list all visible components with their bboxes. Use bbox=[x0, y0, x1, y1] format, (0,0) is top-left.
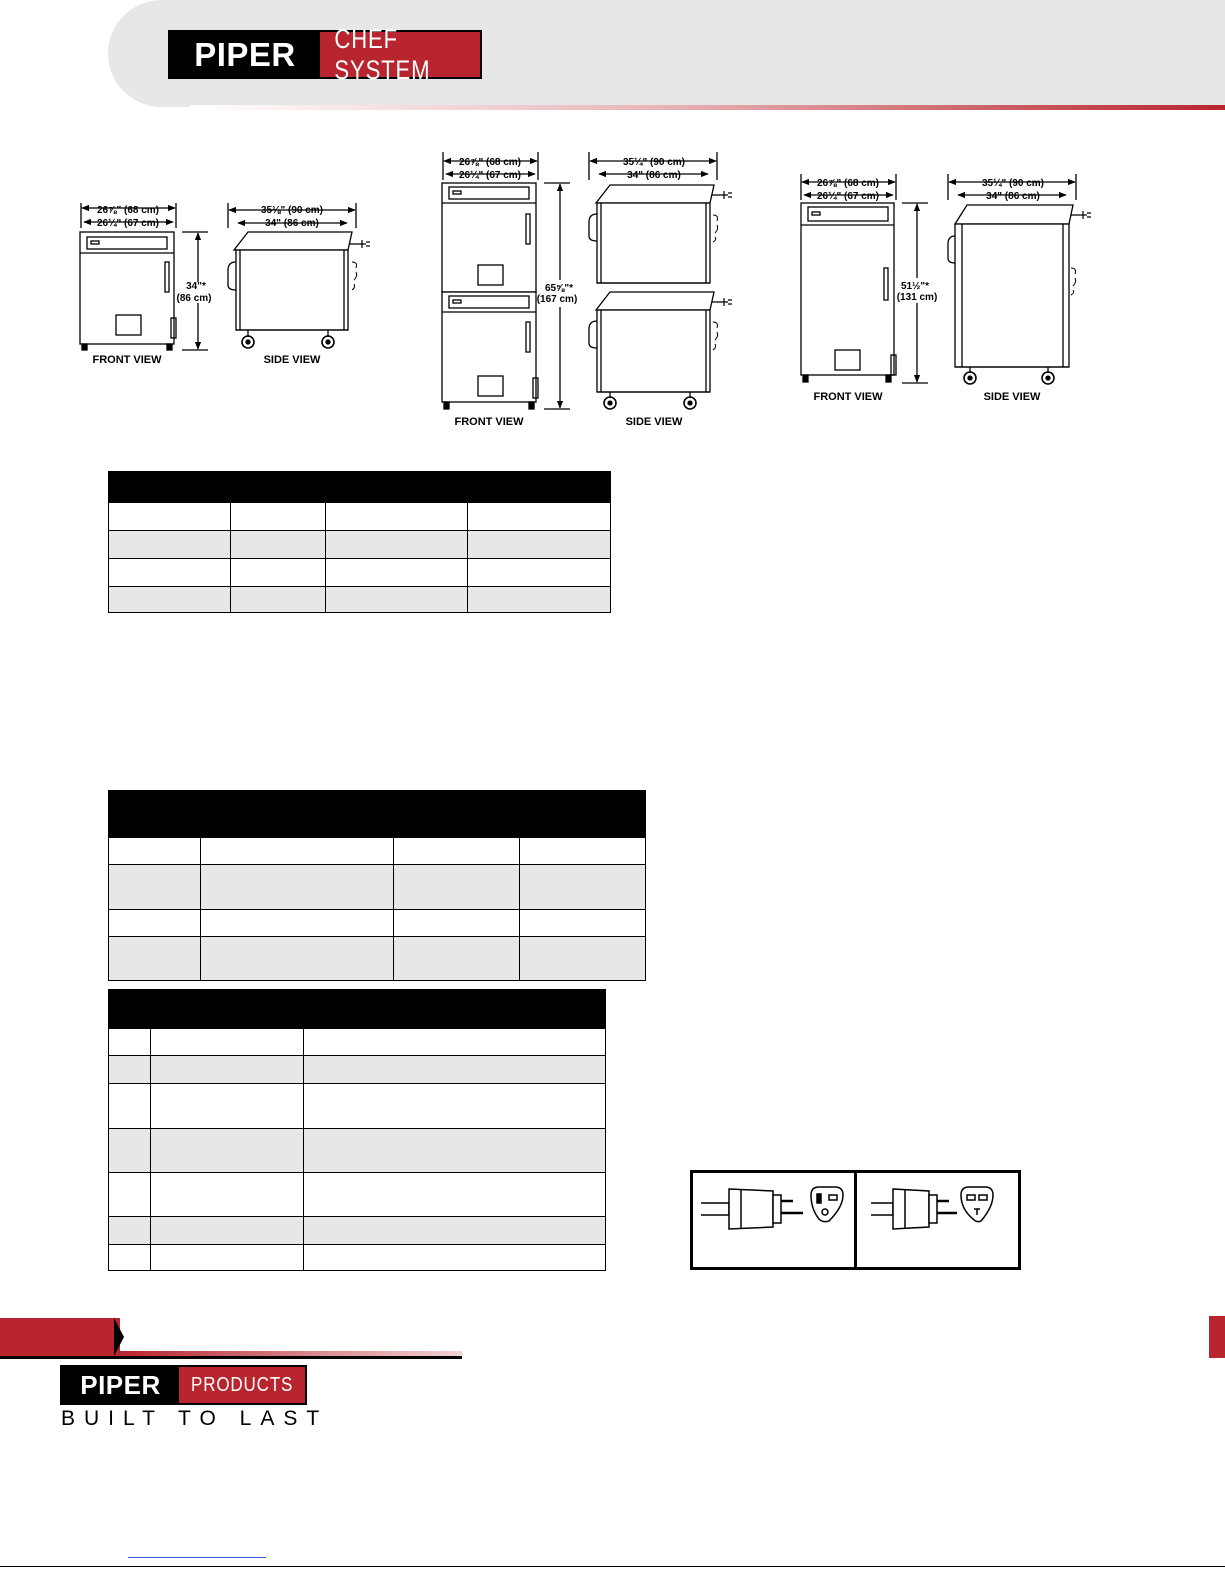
table-cell bbox=[393, 910, 519, 936]
table-cell bbox=[230, 587, 325, 612]
footer-logo-piper: PIPER bbox=[62, 1367, 179, 1403]
spec-table-2-header bbox=[109, 791, 645, 837]
table-cell bbox=[109, 559, 230, 586]
stacked-depth-inner: 34" (86 cm) bbox=[627, 170, 681, 181]
table-cell bbox=[303, 1217, 605, 1244]
stacked-width-inner: 26¼" (67 cm) bbox=[459, 170, 521, 181]
stacked-depth-outer: 35¼" (90 cm) bbox=[623, 157, 685, 168]
table-row bbox=[109, 558, 610, 586]
logo-chef-system bbox=[320, 23, 480, 85]
spec-table-2 bbox=[108, 790, 646, 981]
single-front-label: FRONT VIEW bbox=[92, 354, 162, 366]
table-cell bbox=[150, 1084, 303, 1128]
table-cell bbox=[467, 531, 610, 558]
table-cell bbox=[325, 587, 467, 612]
table-cell bbox=[230, 559, 325, 586]
table-cell bbox=[519, 937, 645, 980]
spec-table-1-header bbox=[109, 472, 610, 502]
table-row bbox=[109, 502, 610, 530]
single-side-label: SIDE VIEW bbox=[263, 354, 321, 366]
single-height-1: 34"* bbox=[186, 281, 206, 292]
table-cell bbox=[109, 1056, 150, 1083]
table-cell bbox=[200, 937, 393, 980]
table-row bbox=[109, 1216, 605, 1244]
table-cell bbox=[325, 559, 467, 586]
table-row bbox=[109, 530, 610, 558]
single-height-2: (86 cm) bbox=[176, 293, 212, 304]
footer-red-tab bbox=[0, 1318, 120, 1356]
plug-panel-right bbox=[854, 1173, 1018, 1267]
table-cell bbox=[109, 937, 200, 980]
table-cell bbox=[109, 1217, 150, 1244]
table-cell bbox=[200, 838, 393, 864]
table-cell bbox=[109, 1084, 150, 1128]
tall-depth-outer: 35¼" (90 cm) bbox=[982, 178, 1044, 189]
spec-table-3-header bbox=[109, 990, 605, 1028]
plug-panel-left bbox=[693, 1173, 854, 1267]
table-cell bbox=[303, 1084, 605, 1128]
table-cell bbox=[150, 1029, 303, 1055]
table-cell bbox=[393, 865, 519, 909]
stacked-width-outer: 26⅞" (68 cm) bbox=[459, 157, 521, 168]
table-cell bbox=[200, 865, 393, 909]
table-row bbox=[109, 1083, 605, 1128]
piper-chef-system-logo bbox=[168, 23, 482, 85]
piper-products-logo bbox=[60, 1365, 307, 1405]
table-cell bbox=[393, 937, 519, 980]
table-cell bbox=[230, 531, 325, 558]
table-row bbox=[109, 1028, 605, 1055]
spec-table-1 bbox=[108, 471, 611, 613]
table-row bbox=[109, 936, 645, 980]
table-cell bbox=[467, 503, 610, 530]
table-row bbox=[109, 1172, 605, 1216]
tall-width-inner: 26¼" (67 cm) bbox=[817, 191, 879, 202]
stacked-front-view bbox=[442, 152, 570, 409]
spec-table-3 bbox=[108, 989, 606, 1271]
tall-front-view bbox=[801, 174, 928, 383]
table-cell bbox=[325, 503, 467, 530]
stacked-front-label: FRONT VIEW bbox=[454, 416, 524, 428]
plug-diagram-box bbox=[690, 1170, 1021, 1270]
footer-tagline: BUILT TO LAST bbox=[61, 1407, 329, 1430]
tall-side-label: SIDE VIEW bbox=[983, 391, 1041, 403]
table-cell bbox=[109, 910, 200, 936]
table-cell bbox=[109, 1245, 150, 1270]
table-cell bbox=[109, 1129, 150, 1172]
single-width-outer: 26⅞" (68 cm) bbox=[97, 205, 159, 216]
table-cell bbox=[230, 503, 325, 530]
footer-logo-products bbox=[179, 1367, 305, 1403]
logo-piper-text: PIPER bbox=[170, 32, 320, 77]
table-cell bbox=[109, 503, 230, 530]
tall-width-outer: 26⅞" (68 cm) bbox=[817, 178, 879, 189]
table-cell bbox=[109, 1029, 150, 1055]
single-width-inner: 26¼" (67 cm) bbox=[97, 218, 159, 229]
table-cell bbox=[303, 1173, 605, 1216]
table-cell bbox=[303, 1245, 605, 1270]
single-depth-outer: 35⅛" (90 cm) bbox=[261, 205, 323, 216]
stacked-side-view bbox=[589, 152, 732, 409]
table-cell bbox=[150, 1056, 303, 1083]
bottom-rule bbox=[0, 1566, 1225, 1567]
table-cell bbox=[109, 1173, 150, 1216]
stacked-height-1: 65⅝"* bbox=[544, 283, 574, 294]
table-cell bbox=[109, 531, 230, 558]
right-edge-mark bbox=[1209, 1316, 1225, 1358]
table-cell bbox=[109, 838, 200, 864]
table-cell bbox=[325, 531, 467, 558]
table-cell bbox=[519, 910, 645, 936]
tall-depth-inner: 34" (86 cm) bbox=[986, 191, 1040, 202]
table-row bbox=[109, 1055, 605, 1083]
footer-link-underline[interactable] bbox=[128, 1557, 266, 1558]
tall-height-1: 51½"* bbox=[900, 281, 930, 292]
dimension-drawings bbox=[0, 130, 1225, 450]
stacked-height-2: (167 cm) bbox=[536, 294, 578, 305]
plug-icon bbox=[693, 1173, 853, 1267]
table-cell bbox=[519, 838, 645, 864]
table-cell bbox=[303, 1129, 605, 1172]
footer-logo-products-text: PRODUCTS bbox=[190, 1373, 294, 1396]
table-cell bbox=[467, 559, 610, 586]
table-cell bbox=[150, 1129, 303, 1172]
table-cell bbox=[303, 1029, 605, 1055]
table-cell bbox=[150, 1245, 303, 1270]
table-cell bbox=[467, 587, 610, 612]
table-cell bbox=[109, 587, 230, 612]
table-cell bbox=[150, 1173, 303, 1216]
table-cell bbox=[150, 1217, 303, 1244]
table-row bbox=[109, 864, 645, 909]
table-cell bbox=[393, 838, 519, 864]
header-rule bbox=[190, 105, 1225, 110]
plug-icon bbox=[857, 1173, 1017, 1267]
footer-rule bbox=[0, 1356, 462, 1359]
tall-height-2: (131 cm) bbox=[896, 292, 938, 303]
table-cell bbox=[303, 1056, 605, 1083]
table-row bbox=[109, 909, 645, 936]
table-row bbox=[109, 586, 610, 612]
tall-front-label: FRONT VIEW bbox=[813, 391, 883, 403]
table-cell bbox=[109, 865, 200, 909]
logo-chef-system-text: CHEF SYSTEM bbox=[334, 23, 431, 85]
single-depth-inner: 34" (86 cm) bbox=[265, 218, 319, 229]
table-row bbox=[109, 1244, 605, 1270]
table-cell bbox=[519, 865, 645, 909]
table-row bbox=[109, 1128, 605, 1172]
table-row bbox=[109, 837, 645, 864]
table-cell bbox=[200, 910, 393, 936]
tall-side-view bbox=[948, 174, 1091, 384]
stacked-side-label: SIDE VIEW bbox=[625, 416, 683, 428]
